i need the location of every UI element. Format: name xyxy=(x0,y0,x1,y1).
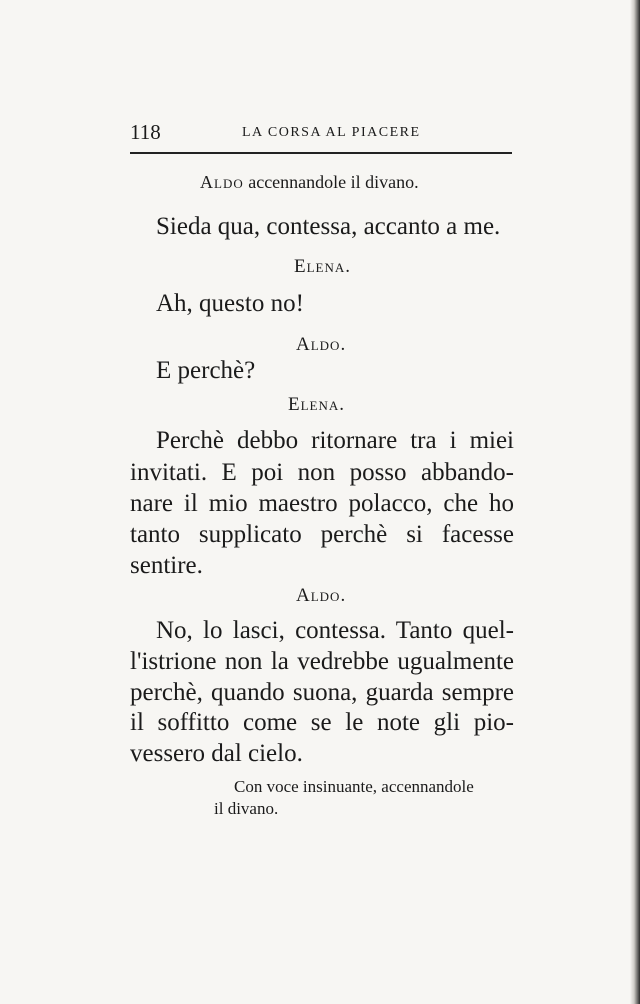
paragraph-line: invitati. E poi non posso abbando- xyxy=(130,459,514,486)
paragraph-line: il soffitto come se le note gli pio- xyxy=(130,709,514,736)
paragraph-line: sentire. xyxy=(130,552,203,579)
paragraph-line: perchè, quando suona, guarda sempre xyxy=(130,679,514,706)
dialogue-line-1: Sieda qua, contessa, accanto a me. xyxy=(156,213,501,240)
speaker-aldo: Aldo. xyxy=(296,334,347,355)
paragraph-line: l'istrione non la vedrebbe ugualmente xyxy=(130,648,514,675)
running-head xyxy=(130,120,512,148)
stage-direction-line: Con voce insinuante, accennandole xyxy=(234,777,474,796)
stage-direction-line: il divano. xyxy=(214,799,279,818)
paragraph-line: Perchè debbo ritornare tra i miei xyxy=(156,427,514,454)
speaker-elena: Elena. xyxy=(294,256,352,277)
paragraph-line: vessero dal cielo. xyxy=(130,740,303,767)
dialogue-line-2: Ah, questo no! xyxy=(156,290,304,317)
dialogue-line-3: E perchè? xyxy=(156,357,256,384)
paragraph-line: tanto supplicato perchè si facesse xyxy=(130,521,514,548)
page-number: 118 xyxy=(130,120,161,144)
header-rule xyxy=(130,152,512,154)
speaker-elena: Elena. xyxy=(288,394,346,415)
paragraph-line: nare il mio maestro polacco, che ho xyxy=(130,490,514,517)
paragraph-line: No, lo lasci, contessa. Tanto quel- xyxy=(156,617,514,644)
book-title: LA CORSA AL PIACERE xyxy=(242,125,421,140)
page-edge-shadow xyxy=(630,0,640,1004)
speaker-aldo: Aldo. xyxy=(296,585,347,606)
stage-direction-speaker: Aldo xyxy=(200,172,244,192)
stage-direction-text: accennandole il divano. xyxy=(248,172,419,192)
stage-direction-1 xyxy=(200,172,419,193)
